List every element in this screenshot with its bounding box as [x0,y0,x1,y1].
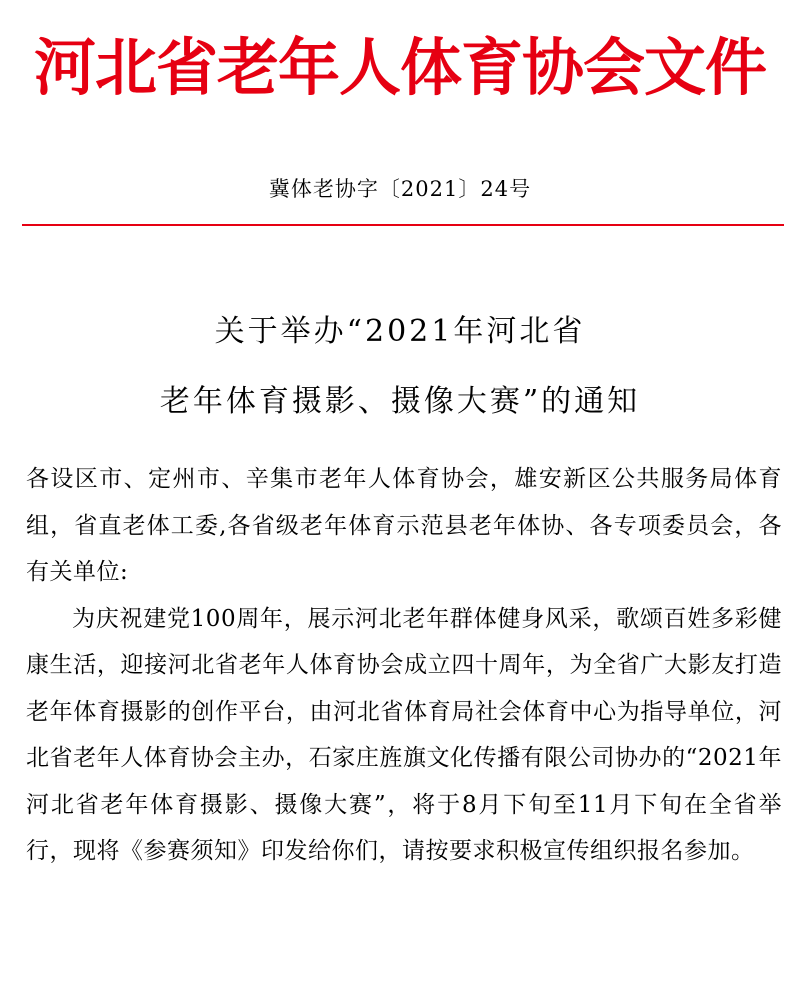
document-number: 冀体老协字〔2021〕24号 [268,177,532,201]
document-body [26,456,782,875]
body-paragraph: 为庆祝建党100周年，展示河北老年群体健身风采，歌颂百姓多彩健康生活，迎接河北省老年人体育协会成立四十周年，为全省广大影友打造老年体育摄影的创作平台，由河北省体育局社会体育中心为指导单位，河北省老年人体育协会主办，石家庄旌旗文化传播有限公司协办的“2021年河北省老年体育摄影、摄像大赛”，将于8月下旬至11月下旬在全省举行，现将《参赛须知》印发给你们，请按要求积极宣传组织报名参加。 [26,605,782,864]
red-divider-line [22,224,784,226]
notice-title-line-2: 老年体育摄影、摄像大赛”的通知 [159,384,641,419]
document-header-title: 河北省老年人体育协会文件 [33,31,766,104]
notice-title-line-1: 关于举办“2021年河北省 [214,314,586,349]
addressees-paragraph: 各设区市、定州市、辛集市老年人体育协会，雄安新区公共服务局体育组，省直老体工委,各省级老年体育示范县老年体协、各专项委员会，各有关单位: [26,466,782,585]
